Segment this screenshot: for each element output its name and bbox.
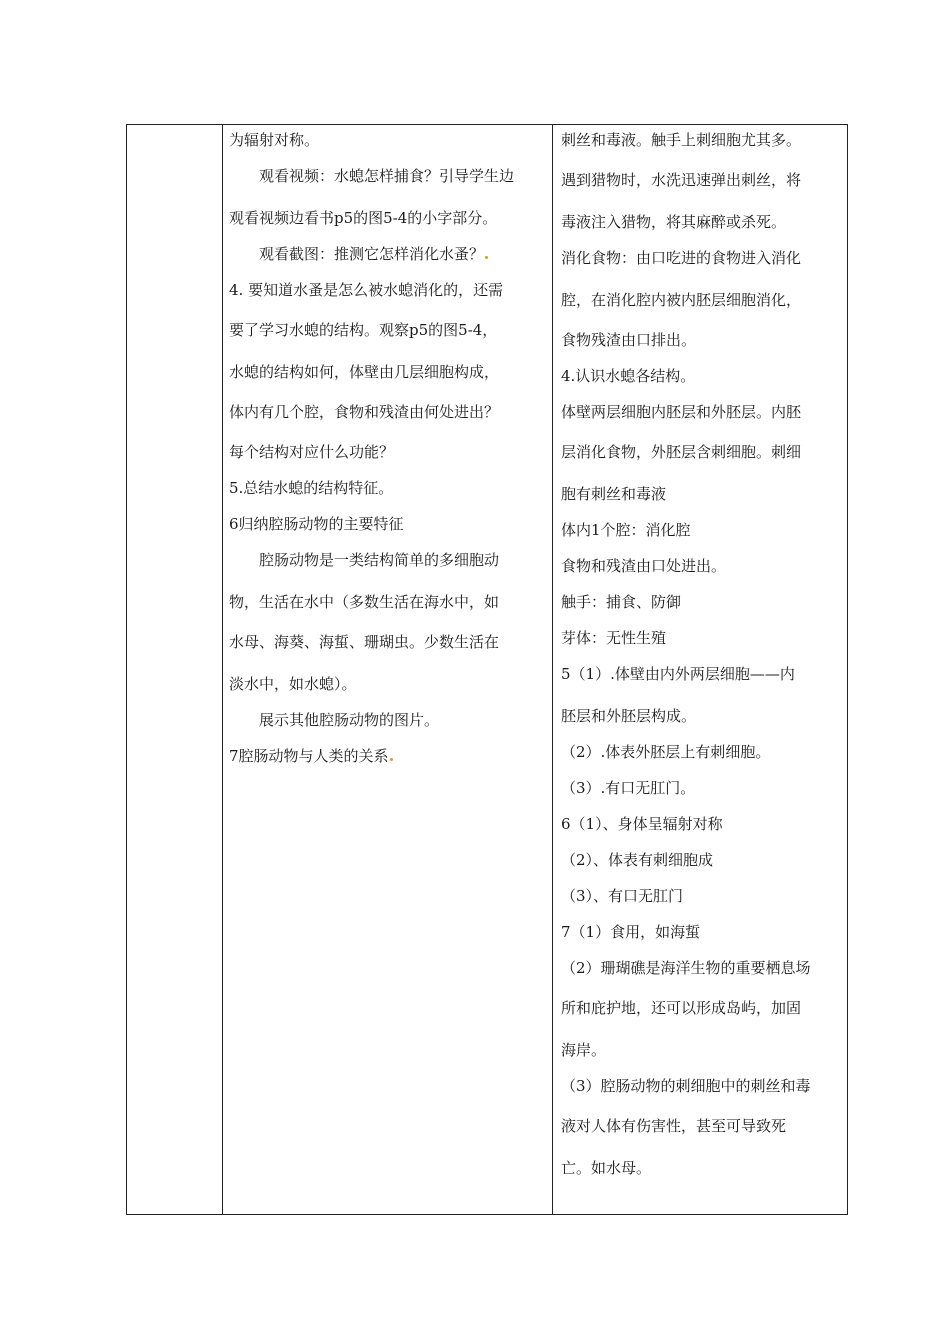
text-line: 食物和残渣由口处进出。 [561, 557, 727, 575]
text-line: 芽体：无性生殖 [561, 629, 667, 647]
text-line: 为辐射对称。 [229, 131, 320, 149]
text-line: 所和庇护地，还可以形成岛屿，加固 [561, 999, 802, 1017]
lesson-table [126, 124, 848, 1215]
text-line: 海岸。 [561, 1041, 607, 1059]
text-line: 物，生活在水中（多数生活在海水中，如 [229, 593, 500, 611]
text-line: 4. 要知道水蚤是怎么被水螅消化的，还需 [229, 281, 504, 299]
text-line: 胚层和外胚层构成。 [561, 707, 697, 725]
text-line: 6（1）、身体呈辐射对称 [561, 815, 723, 833]
mark-dot [390, 758, 393, 761]
text-line: 遇到猎物时，水洗迅速弹出刺丝，将 [561, 171, 802, 189]
text-line: 刺丝和毒液。触手上刺细胞尤其多。 [561, 131, 802, 149]
text-line: 液对人体有伤害性，甚至可导致死 [561, 1117, 787, 1135]
text-line: 毒液注入猎物，将其麻醉或杀死。 [561, 213, 787, 231]
text-line: 体壁两层细胞内胚层和外胚层。内胚 [561, 403, 802, 421]
text-line: 层消化食物，外胚层含刺细胞。刺细 [561, 443, 802, 461]
text-line: 体内1个腔：消化腔 [561, 521, 691, 539]
text-line: 每个结构对应什么功能？ [229, 443, 395, 461]
column-divider-right [552, 125, 553, 1214]
text-line: （3）.有口无肛门。 [561, 779, 696, 797]
text-line: 观看截图：推测它怎样消化水蚤？ [229, 245, 488, 263]
text-line: 6归纳腔肠动物的主要特征 [229, 515, 404, 533]
text-line: （3）腔肠动物的刺细胞中的刺丝和毒 [561, 1077, 811, 1095]
text-line: （2）.体表外胚层上有刺细胞。 [561, 743, 771, 761]
text-line: 腔肠动物是一类结构简单的多细胞动 [259, 551, 500, 569]
text-line: 7腔肠动物与人类的关系 [229, 747, 393, 765]
text-line: 体内有几个腔，食物和残渣由何处进出？ [229, 403, 500, 421]
text-line: 触手：捕食、防御 [561, 593, 682, 611]
text-line: 腔，在消化腔内被内胚层细胞消化， [561, 291, 802, 309]
text-line: 水母、海葵、海蜇、珊瑚虫。少数生活在 [229, 633, 500, 651]
text-line: 观看视频边看书p5的图5-4的小字部分。 [229, 209, 498, 227]
text-line: 要了学习水螅的结构。观察p5的图5-4， [229, 321, 498, 339]
text-line: （3）、有口无肛门 [561, 887, 684, 905]
text-line: 胞有刺丝和毒液 [561, 485, 667, 503]
text-line: 4.认识水螅各结构。 [561, 367, 696, 385]
text-line: 观看视频：水螅怎样捕食？引导学生边 [259, 167, 515, 185]
text-line: 消化食物：由口吃进的食物进入消化 [561, 249, 802, 267]
text-line: （2）珊瑚礁是海洋生物的重要栖息场 [561, 959, 811, 977]
text-line: 5.总结水螅的结构特征。 [229, 479, 394, 497]
column-divider-left [222, 125, 223, 1214]
text-line: 淡水中，如水螅）。 [229, 675, 357, 693]
text-line: 7（1）食用，如海蜇 [561, 923, 701, 941]
mark-dot [485, 256, 488, 259]
text-line: 水螅的结构如何，体壁由几层细胞构成， [229, 363, 500, 381]
text-line: 展示其他腔肠动物的图片。 [259, 711, 440, 729]
text-line: 食物残渣由口排出。 [561, 331, 697, 349]
text-line: （2）、体表有刺细胞成 [561, 851, 714, 869]
text-line: 亡。如水母。 [561, 1159, 652, 1177]
text-line: 5（1）.体壁由内外两层细胞——内 [561, 665, 795, 683]
